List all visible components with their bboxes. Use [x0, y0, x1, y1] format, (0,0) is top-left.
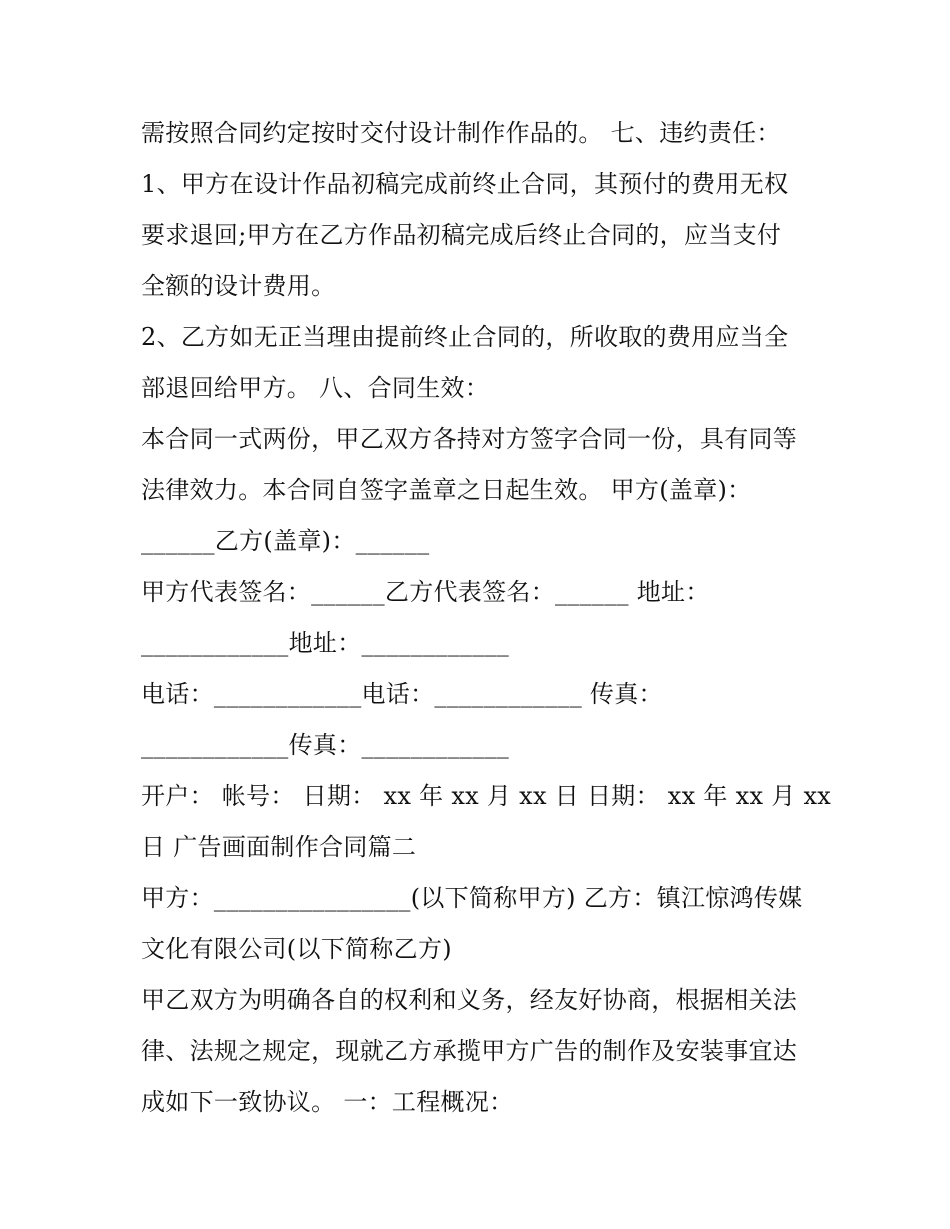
text-line: 文化有限公司(以下简称乙方) [141, 935, 452, 963]
signature-line: ______乙方(盖章)：______ [141, 527, 430, 555]
fax-line: ____________传真：____________ [141, 731, 510, 759]
phone-line: 电话：____________电话：____________ 传真： [141, 680, 663, 708]
text-line: 成如下一致协议。 一：工程概况： [141, 1088, 514, 1116]
signature-line: 甲方代表签名：______乙方代表签名：______ 地址： [141, 578, 710, 606]
document-body [141, 108, 832, 1128]
text-line: 部退回给甲方。 八、合同生效： [141, 374, 490, 402]
text-line: 需按照合同约定按时交付设计制作作品的。 七、违约责任： [141, 119, 781, 147]
section-heading: 日 广告画面制作合同篇二 [141, 833, 417, 861]
address-line: ____________地址：____________ [141, 629, 510, 657]
text-line: 全额的设计费用。 [141, 272, 336, 300]
text-line: 律、法规之规定，现就乙方承揽甲方广告的制作及安装事宜达 [141, 1037, 798, 1065]
text-line: 本合同一式两份，甲乙双方各持对方签字合同一份，具有同等 [141, 425, 798, 453]
account-date-line: 开户： 帐号： 日期： xx 年 xx 月 xx 日 日期： xx 年 xx 月 xx [141, 782, 832, 810]
text-line: 2、乙方如无正当理由提前终止合同的，所收取的费用应当全 [141, 323, 789, 351]
text-line: 1、甲方在设计作品初稿完成前终止合同，其预付的费用无权 [141, 170, 789, 198]
text-line: 甲方：________________(以下简称甲方) 乙方：镇江惊鸿传媒 [141, 884, 803, 912]
text-line: 甲乙双方为明确各自的权利和义务，经友好协商，根据相关法 [141, 986, 798, 1014]
text-line: 要求退回;甲方在乙方作品初稿完成后终止合同的，应当支付 [141, 221, 782, 249]
text-line: 法律效力。本合同自签字盖章之日起生效。 甲方(盖章)： [141, 476, 752, 504]
